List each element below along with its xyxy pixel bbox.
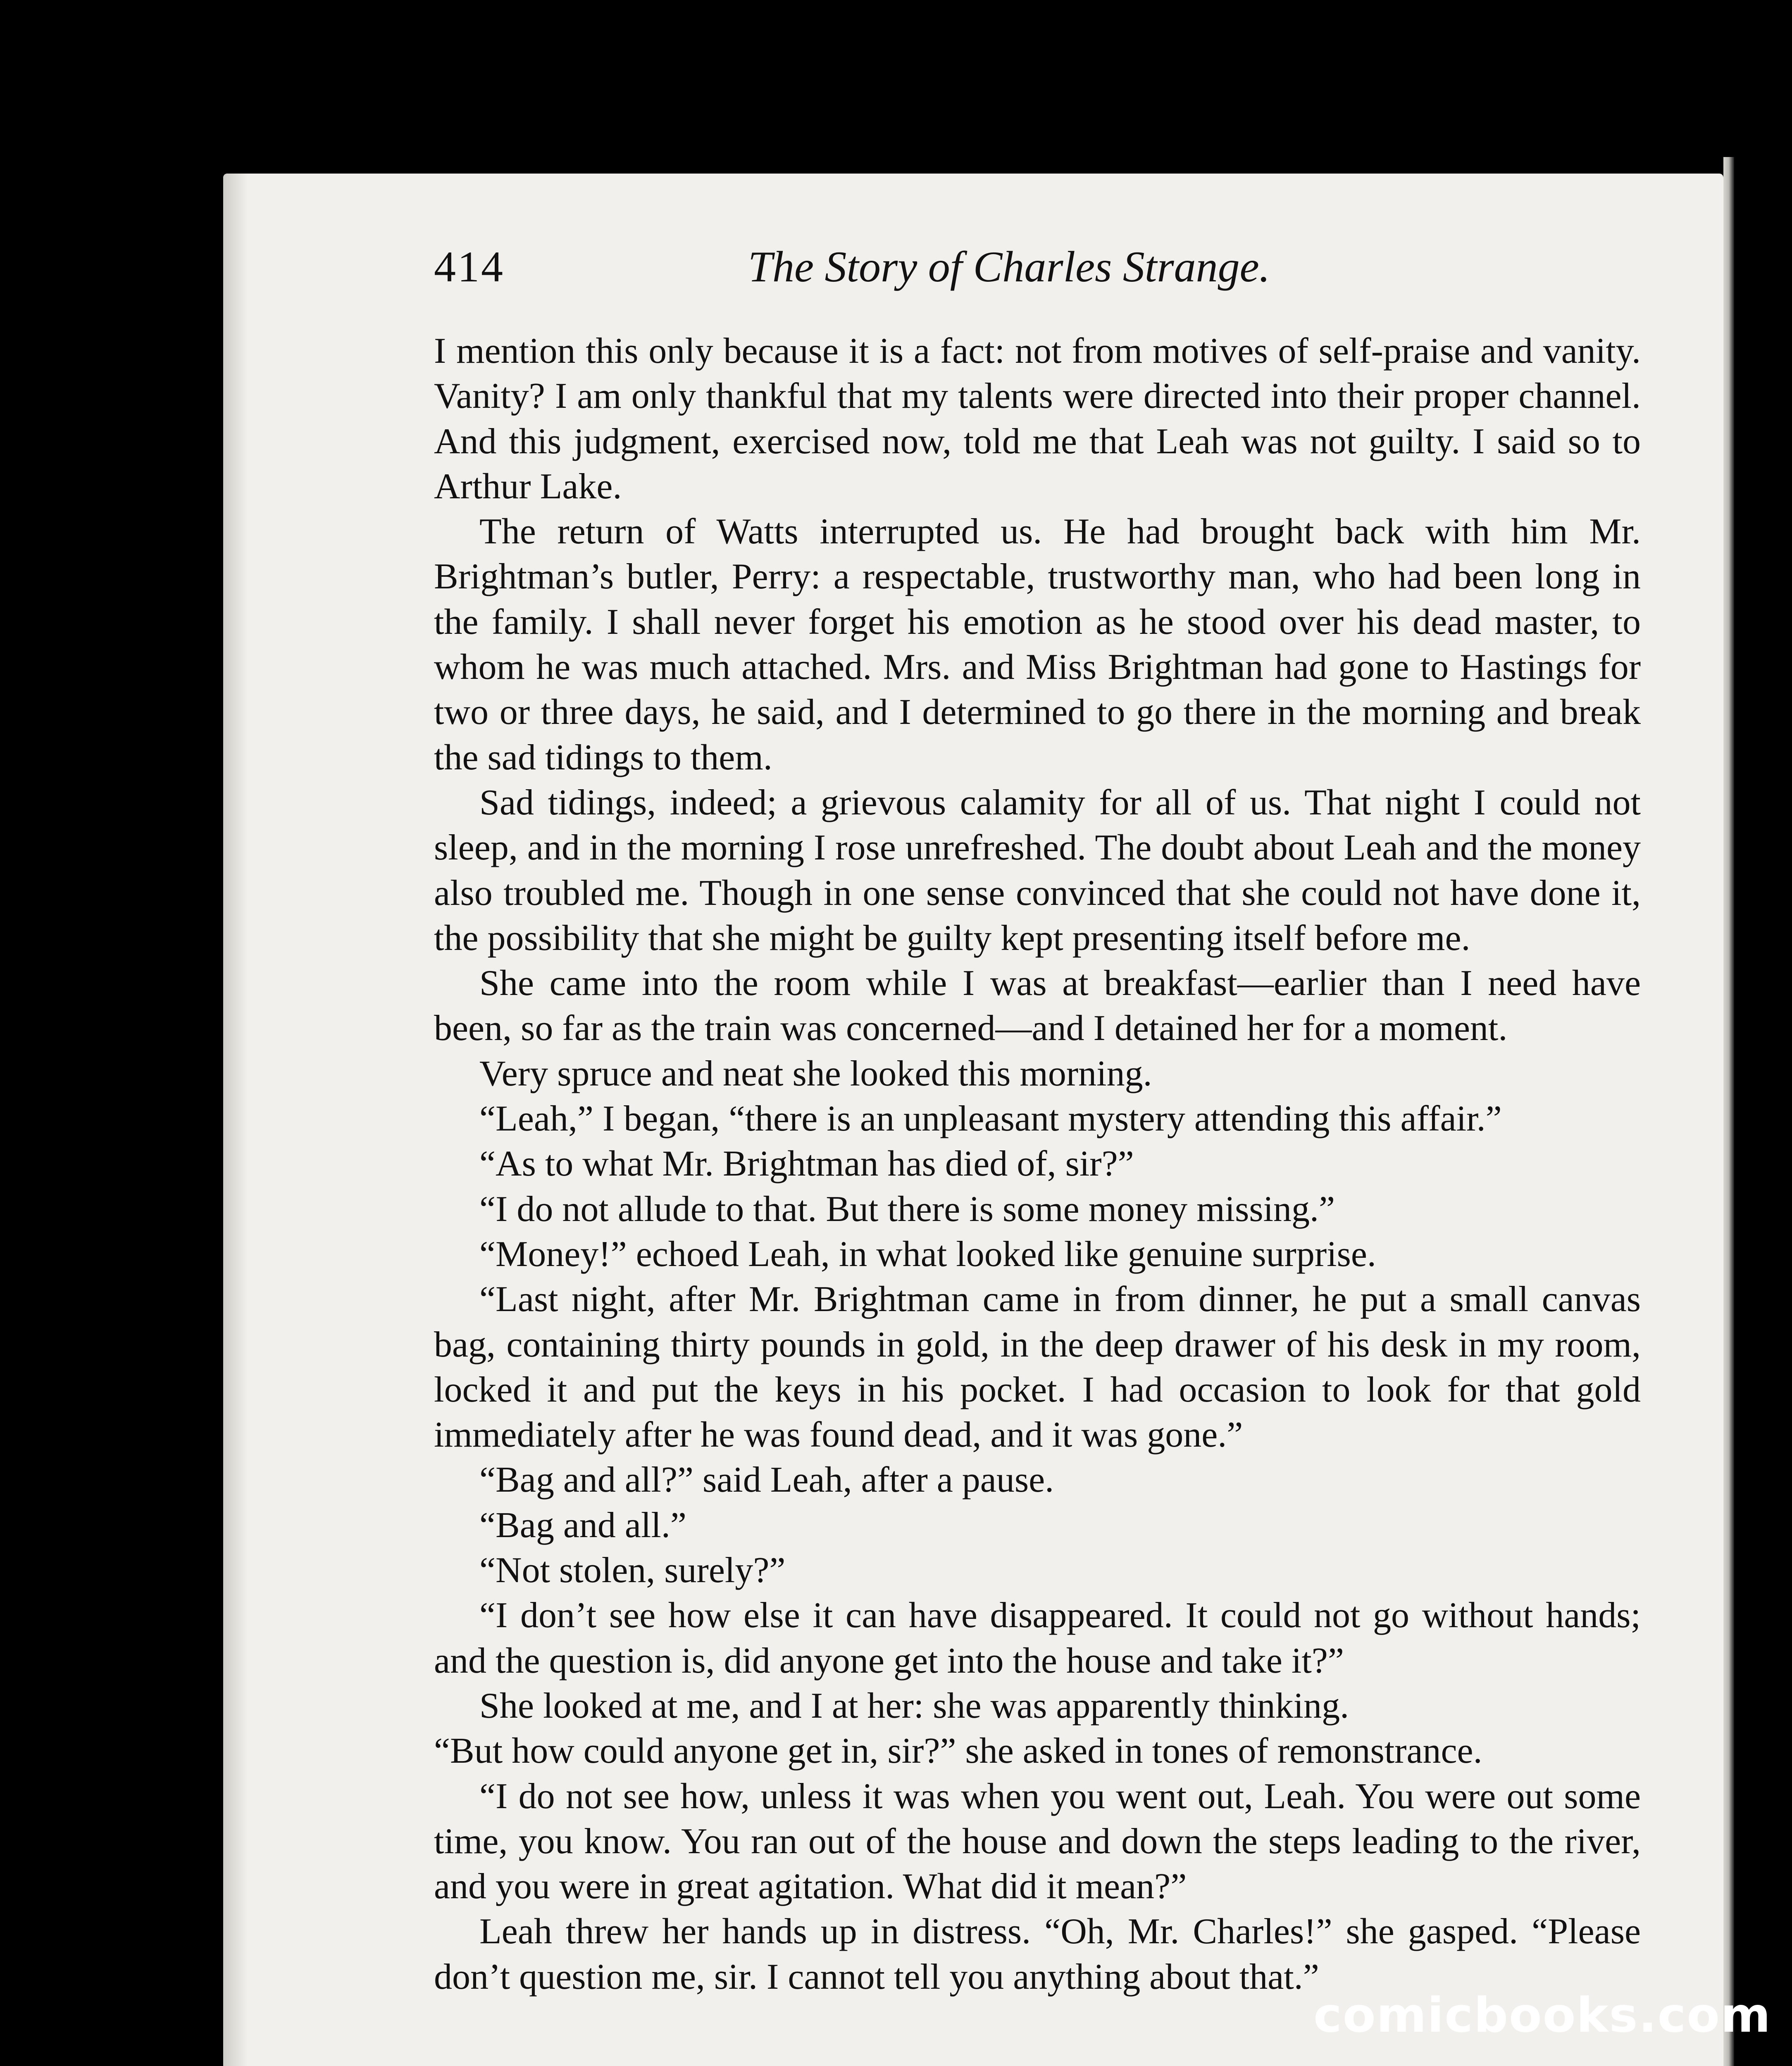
paragraph: “Bag and all.” bbox=[479, 1505, 686, 1545]
paragraph: “But how could anyone get in, sir?” she asked in tones of remonstrance. bbox=[434, 1731, 1482, 1771]
paragraph: The return of Watts interrupted us. He had brought back with him Mr. Brightman’s butler, Perry: a respectable, trustworthy man, who had been long in the family. I shall never forget his emotion as he stood over his dead master, to whom he was much attached. Mrs. and Miss Brightman had gone to Hastings for two or three days, he said, and I determined to go there in the morning and break the sad tidings to them. bbox=[434, 512, 1641, 778]
paragraph: I mention this only because it is a fact: not from motives of self-praise and vanity. Vanity? I am only thankful that my talents were directed into their proper channel. And this judgment, exercised now, told me that Leah was not guilty. I said so to Arthur Lake. bbox=[434, 331, 1641, 507]
page-number: 414 bbox=[434, 243, 505, 291]
paragraph: “I do not see how, unless it was when you went out, Leah. You were out some time, you know. You ran out of the house and down the steps leading to the river, and you were in great agitation. What did it mean?” bbox=[434, 1776, 1641, 1907]
paragraph: Sad tidings, indeed; a grievous calamity for all of us. That night I could not sleep, and in the morning I rose unrefreshed. The doubt about Leah and the money also troubled me. Though in one sense convinced that she could not have done it, the possibility that she might be guilty kept presenting itself before me. bbox=[434, 782, 1641, 958]
paragraph: She looked at me, and I at her: she was apparently thinking. bbox=[479, 1685, 1349, 1726]
paragraph: “I do not allude to that. But there is some money missing.” bbox=[479, 1189, 1335, 1229]
paragraph: Leah threw her hands up in distress. “Oh, Mr. Charles!” she gasped. “Please don’t question me, sir. I cannot tell you anything about that.” bbox=[434, 1911, 1641, 1997]
paragraph: “Not stolen, surely?” bbox=[479, 1550, 786, 1591]
paragraph: “As to what Mr. Brightman has died of, sir?” bbox=[479, 1144, 1134, 1184]
paragraph: “Last night, after Mr. Brightman came in from dinner, he put a small canvas bag, containing thirty pounds in gold, in the deep drawer of his desk in my room, locked it and put the keys in his pocket. I had occasion to look for that gold immediately after he was found dead, and it was gone.” bbox=[434, 1279, 1641, 1455]
page-gutter-shadow bbox=[223, 174, 248, 2066]
watermark: comicbooks.com bbox=[1313, 1987, 1771, 2043]
running-head bbox=[434, 242, 1575, 304]
paragraph: “Bag and all?” said Leah, after a pause. bbox=[479, 1460, 1054, 1500]
running-title: The Story of Charles Strange. bbox=[748, 243, 1270, 291]
paragraph: She came into the room while I was at breakfast—earlier than I need have been, so far as the train was concerned—and I detained her for a moment. bbox=[434, 963, 1641, 1049]
page-edge bbox=[1723, 157, 1734, 2066]
paragraph: “Money!” echoed Leah, in what looked like genuine surprise. bbox=[479, 1234, 1376, 1274]
body-text bbox=[434, 328, 1641, 1999]
paragraph: “Leah,” I began, “there is an unpleasant mystery attending this affair.” bbox=[479, 1099, 1502, 1139]
paragraph: Very spruce and neat she looked this morning. bbox=[479, 1053, 1152, 1094]
book-page bbox=[223, 174, 1723, 2066]
paragraph: “I don’t see how else it can have disappeared. It could not go without hands; and the question is, did anyone get into the house and take it?” bbox=[434, 1595, 1641, 1681]
